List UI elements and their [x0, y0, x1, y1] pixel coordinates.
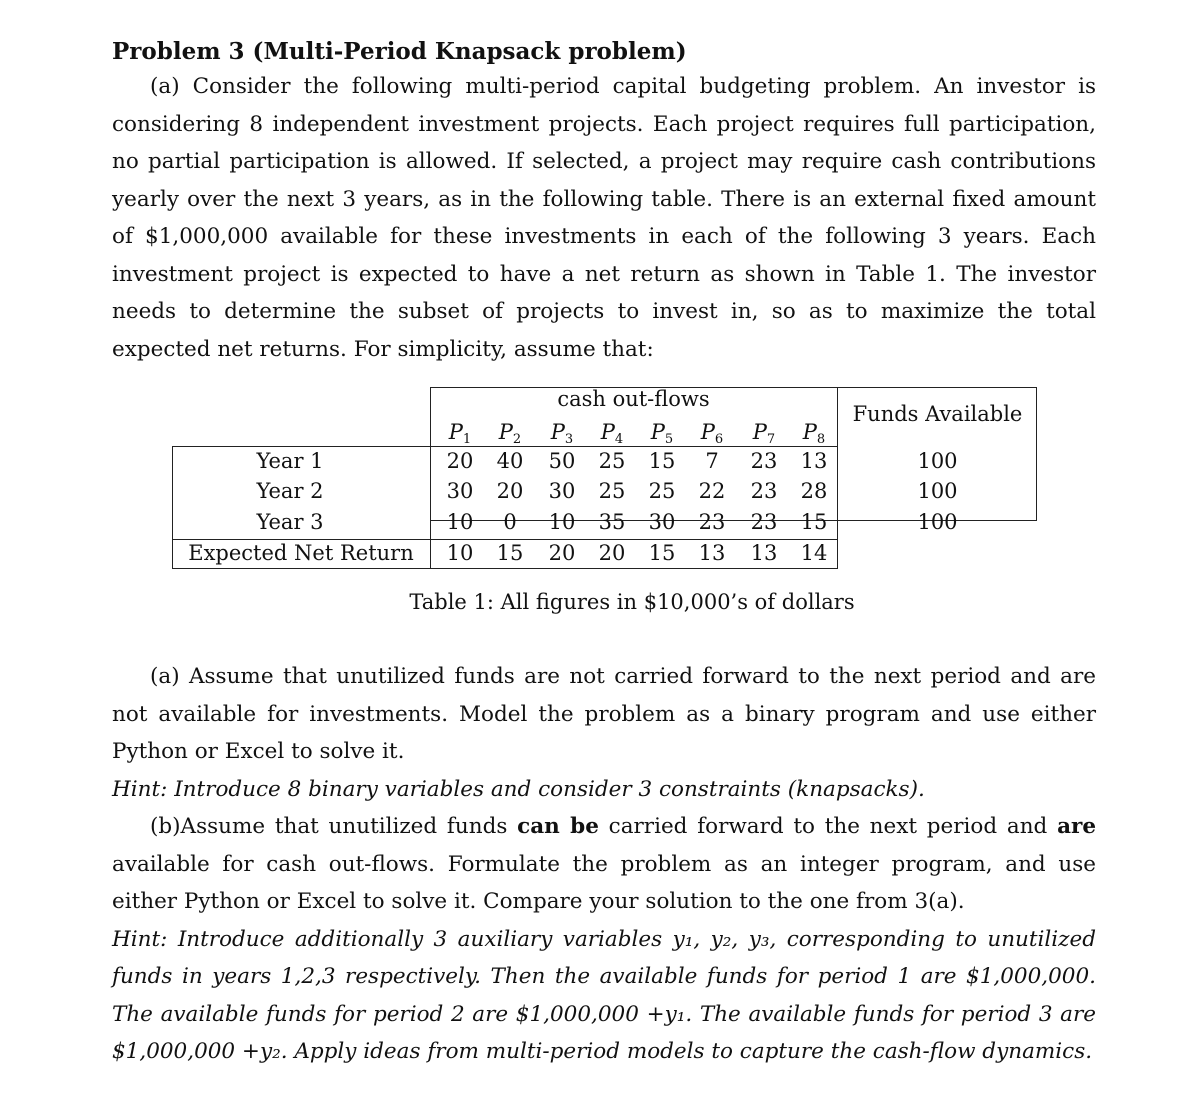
net-return-cell: 20 — [548, 541, 576, 565]
cash-outflow-cell: 23 — [698, 510, 726, 534]
cash-outflow-cell: 28 — [800, 479, 828, 503]
funds-available-header: Funds Available — [852, 402, 1023, 426]
cash-outflow-cell: 25 — [648, 479, 676, 503]
net-return-cell: 14 — [800, 541, 828, 565]
project-letter: P — [600, 420, 615, 444]
part-b-bold-1: can be — [517, 814, 599, 839]
cash-outflow-cell: 23 — [750, 510, 778, 534]
cash-outflow-cell: 22 — [698, 479, 726, 503]
cash-outflow-cell: 13 — [800, 449, 828, 473]
cash-outflow-cell: 30 — [548, 479, 576, 503]
cash-outflow-cell: 23 — [750, 449, 778, 473]
part-b-paragraph — [112, 808, 1096, 921]
part-b-text-3: available for cash out-flows. Formulate the problem as an integer program, and use either Python or Excel to solve it. Compare your solution to the one from 3(a). — [112, 851, 1096, 914]
project-letter: P — [498, 420, 513, 444]
cash-outflow-cell: 15 — [800, 510, 828, 534]
net-return-cell: 15 — [496, 541, 524, 565]
cash-outflow-cell: 15 — [648, 449, 676, 473]
part-b-bold-2: are — [1057, 814, 1096, 839]
cash-outflow-cell: 0 — [503, 510, 517, 534]
row-label: Year 3 — [256, 510, 324, 534]
project-letter: P — [700, 420, 715, 444]
project-number: 6 — [714, 432, 724, 447]
net-return-cell: 10 — [446, 541, 474, 565]
investment-table — [112, 368, 1096, 658]
cash-outflow-cell: 25 — [598, 449, 626, 473]
part-b-text-1: (b)Assume that unutilized funds — [150, 814, 518, 839]
cash-outflows-header: cash out-flows — [557, 387, 710, 411]
part-a-paragraph: (a) Assume that unutilized funds are not carried forward to the next period and are not available for investments. Model the problem as a binary program and use either Python or Excel to solve it. — [112, 664, 1096, 764]
cash-outflow-cell: 30 — [446, 479, 474, 503]
project-number: 2 — [512, 432, 522, 447]
project-letter: P — [550, 420, 565, 444]
cash-outflow-cell: 10 — [446, 510, 474, 534]
return-row-label: Expected Net Return — [188, 541, 414, 565]
intro-paragraph: (a) Consider the following multi-period capital budgeting problem. An investor is considering 8 independent investment projects. Each project requires full participation, no partial participation is allowed. If selected, a project may require cash contributions yearly over the next 3 years, as in the following table. There is an external fixed amount of $1,000,000 available for these investments in each of the following 3 years. Each investment project is expected to have a net return as shown in Table 1. The investor needs to determine the subset of projects to invest in, so as to maximize the total expected net returns. For simplicity, assume that: — [112, 74, 1096, 362]
project-letter: P — [650, 420, 665, 444]
net-return-cell: 15 — [648, 541, 676, 565]
cash-outflow-cell: 23 — [750, 479, 778, 503]
net-return-cell: 13 — [698, 541, 726, 565]
cash-outflow-cell: 40 — [496, 449, 524, 473]
project-number: 1 — [462, 432, 472, 447]
cash-outflow-cell: 35 — [598, 510, 626, 534]
project-letter: P — [448, 420, 463, 444]
table-divider-label — [430, 387, 431, 569]
project-number: 5 — [664, 432, 674, 447]
problem-page — [112, 36, 1096, 1071]
table-caption: Table 1: All figures in $10,000’s of dollars — [409, 590, 855, 614]
project-number: 8 — [816, 432, 826, 447]
cash-outflow-cell: 50 — [548, 449, 576, 473]
cash-outflow-cell: 10 — [548, 510, 576, 534]
cash-outflow-cell: 25 — [598, 479, 626, 503]
project-number: 3 — [564, 432, 574, 447]
cash-outflow-cell: 20 — [496, 479, 524, 503]
cash-outflow-cell: 30 — [648, 510, 676, 534]
project-letter: P — [752, 420, 767, 444]
problem-title: Problem 3 (Multi-Period Knapsack problem) — [112, 38, 687, 65]
funds-cell: 100 — [917, 510, 958, 534]
cash-outflow-cell: 7 — [705, 449, 719, 473]
row-label: Year 1 — [256, 449, 324, 473]
cash-outflow-cell: 20 — [446, 449, 474, 473]
project-letter: P — [802, 420, 817, 444]
funds-cell: 100 — [917, 449, 958, 473]
part-b-hint: Hint: Introduce additionally 3 auxiliary variables y₁, y₂, y₃, corresponding to unutilized funds in years 1,2,3 respectively. Then the available funds for period 1 are $1,000,000. The available funds for period 2 are $1,000,000 +y₁. The available funds for period 3 are $1,000,000 +y₂. Apply ideas from multi-period models to capture the cash-flow dynamics. — [112, 926, 1096, 1064]
row-label: Year 2 — [256, 479, 324, 503]
net-return-cell: 13 — [750, 541, 778, 565]
funds-cell: 100 — [917, 479, 958, 503]
net-return-cell: 20 — [598, 541, 626, 565]
part-a-hint: Hint: Introduce 8 binary variables and consider 3 constraints (knapsacks). — [112, 776, 925, 802]
part-b-text-2: carried forward to the next period and — [598, 814, 1058, 839]
project-number: 7 — [766, 432, 776, 447]
project-number: 4 — [614, 432, 624, 447]
